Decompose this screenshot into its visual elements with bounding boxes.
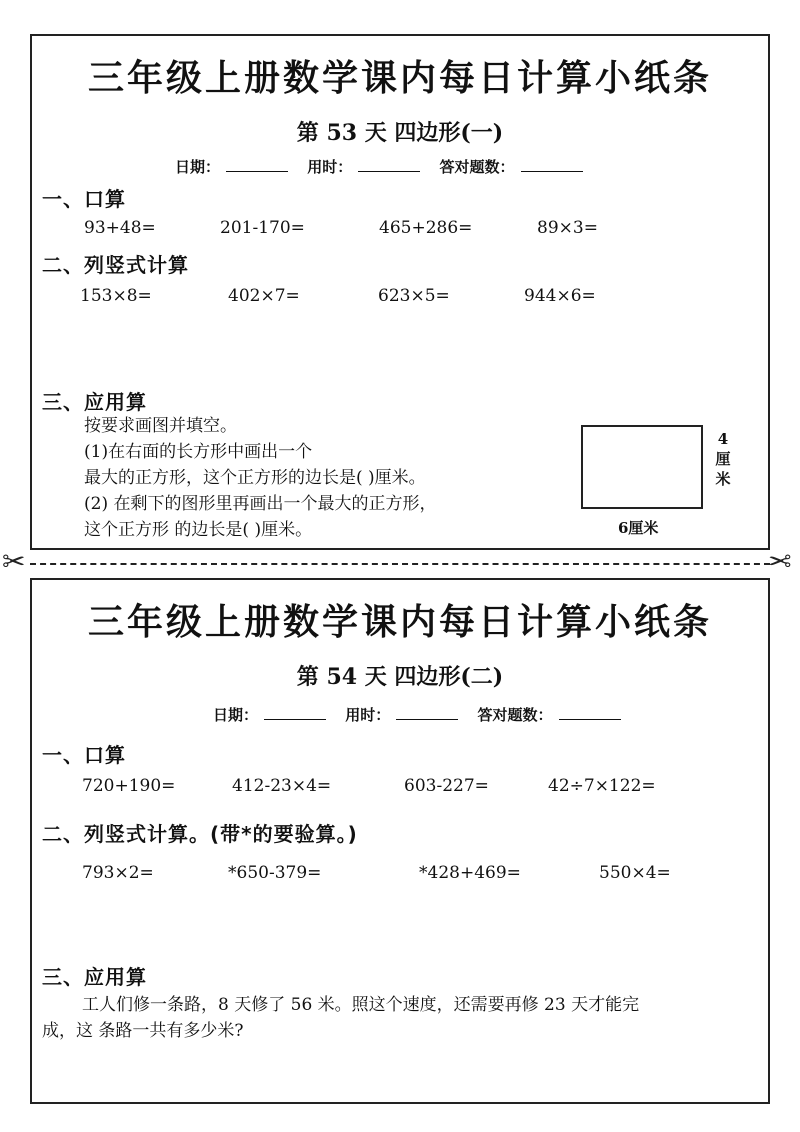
question-line: (1)在右面的长方形中画出一个 bbox=[84, 442, 313, 462]
oral-problem: 42÷7×122= bbox=[548, 776, 656, 796]
correct-count-label: 答对题数： bbox=[477, 706, 553, 724]
worksheet-card-day-53 bbox=[30, 34, 770, 550]
vertical-problem: *428+469= bbox=[419, 863, 521, 883]
date-label: 日期： bbox=[213, 706, 259, 724]
section-heading-vertical: 二、列竖式计算 bbox=[42, 253, 189, 277]
scissors-icon-left: ✂ bbox=[2, 545, 26, 578]
date-blank[interactable] bbox=[264, 705, 326, 720]
worksheet-title: 三年级上册数学课内每日计算小纸条 bbox=[87, 58, 712, 99]
time-label: 用时： bbox=[345, 706, 391, 724]
vertical-problem: 402×7= bbox=[228, 286, 300, 306]
scissors-icon-right: ✂ bbox=[768, 545, 792, 578]
question-line: 最大的正方形，这个正方形的边长是( )厘米。 bbox=[84, 468, 426, 488]
time-blank[interactable] bbox=[358, 157, 420, 172]
day-title: 第 54 天 四边形(二) bbox=[296, 664, 504, 690]
section-heading-oral: 一、口算 bbox=[42, 187, 126, 211]
date-label: 日期： bbox=[175, 158, 221, 176]
oral-problem: 93+48= bbox=[84, 218, 156, 238]
instruction-line: 按要求画图并填空。 bbox=[84, 416, 237, 436]
vertical-problem: 944×6= bbox=[524, 286, 596, 306]
oral-problem: 201-170= bbox=[220, 218, 305, 238]
oral-problem: 412-23×4= bbox=[232, 776, 332, 796]
correct-count-blank[interactable] bbox=[521, 157, 583, 172]
section-heading-vertical: 二、列竖式计算。(带*的要验算。) bbox=[42, 822, 358, 846]
oral-problem: 720+190= bbox=[82, 776, 176, 796]
vertical-problem: 793×2= bbox=[82, 863, 154, 883]
vertical-problem: *650-379= bbox=[228, 863, 322, 883]
date-blank[interactable] bbox=[226, 157, 288, 172]
oral-problem: 603-227= bbox=[404, 776, 489, 796]
time-blank[interactable] bbox=[396, 705, 458, 720]
day-title: 第 53 天 四边形(一) bbox=[296, 120, 504, 146]
oral-problem: 89×3= bbox=[537, 218, 598, 238]
section-heading-oral: 一、口算 bbox=[42, 743, 126, 767]
question-line: 这个正方形 的边长是( )厘米。 bbox=[84, 520, 313, 540]
time-label: 用时： bbox=[307, 158, 353, 176]
meta-fields bbox=[213, 704, 635, 725]
cut-line bbox=[30, 563, 770, 565]
rectangle-width-label: 6厘米 bbox=[618, 519, 659, 537]
rectangle-figure[interactable] bbox=[581, 425, 703, 509]
rectangle-height-label: 4厘米 bbox=[715, 430, 731, 488]
section-heading-application: 三、应用算 bbox=[42, 390, 147, 414]
meta-fields bbox=[175, 156, 597, 177]
vertical-problem: 550×4= bbox=[599, 863, 671, 883]
word-problem-line: 成，这 条路一共有多少米? bbox=[42, 1021, 244, 1041]
worksheet-title: 三年级上册数学课内每日计算小纸条 bbox=[87, 602, 712, 643]
vertical-problem: 153×8= bbox=[80, 286, 152, 306]
vertical-problem: 623×5= bbox=[378, 286, 450, 306]
word-problem-line: 工人们修一条路，8 天修了 56 米。照这个速度，还需要再修 23 天才能完 bbox=[82, 995, 640, 1015]
section-heading-application: 三、应用算 bbox=[42, 965, 147, 989]
correct-count-label: 答对题数： bbox=[439, 158, 515, 176]
correct-count-blank[interactable] bbox=[559, 705, 621, 720]
oral-problem: 465+286= bbox=[379, 218, 473, 238]
worksheet-card-day-54 bbox=[30, 578, 770, 1104]
question-line: (2) 在剩下的图形里再画出一个最大的正方形， bbox=[84, 494, 437, 514]
